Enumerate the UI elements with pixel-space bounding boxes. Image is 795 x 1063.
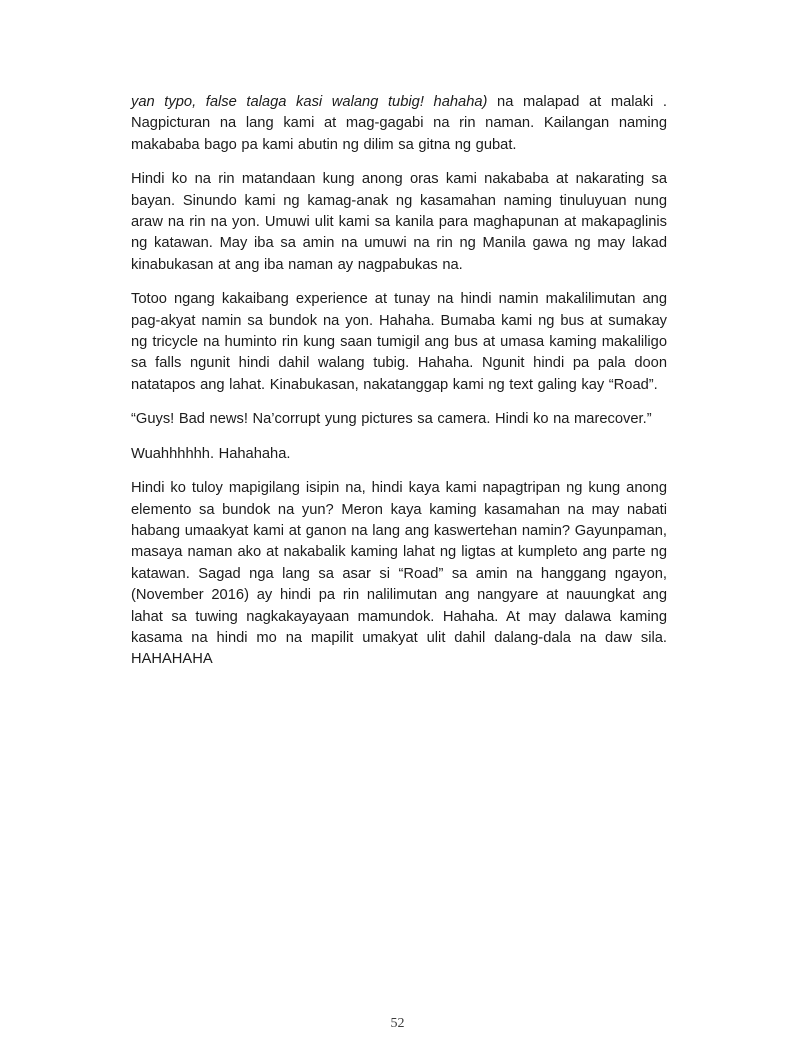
paragraph: Hindi ko na rin matandaan kung anong oras kami nakababa at nakarating sa bayan. Sinundo kami ng kamag-anak ng kasamahan naming tinuluyuan nung araw na rin na yon. Umuwi ulit kami sa kanila para maghapunan at makapaglinis ng katawan. May iba sa amin na umuwi na rin ng Manila gawa ng may lakad kinabukasan at ang iba naman ay nagpabukas na.: [131, 171, 667, 273]
paragraph-italic-lead: yan typo, false talaga kasi walang tubig! hahaha): [131, 94, 488, 110]
paragraph: “Guys! Bad news! Na’corrupt yung pictures sa camera. Hindi ko na marecover.”: [131, 411, 652, 428]
paragraph: Wuahhhhhh. Hahahaha.: [131, 445, 291, 462]
paragraph: Hindi ko tuloy mapigilang isipin na, hindi kaya kami napagtripan ng kung anong elemento sa bundok na yun? Meron kaya kaming kasamahan na may nabati habang umaakyat kami at ganon na lang ang kaswertehan namin? Gayunpaman, masaya naman ako at nakabalik kaming lahat ng ligtas at kumpleto ang parte ng katawan. Sagad nga lang sa asar si “Road” sa amin na hanggang ngayon, (November 2016) ay hindi pa rin nalilimutan ang nangyare at nauungkat ang lahat sa tuwing nagkakayayaan mamundok. Hahaha. At may dalawa kaming kasama na hindi mo na mapilit umakyat ulit dahil dalang-dala na daw sila. HAHAHAHA: [131, 480, 667, 668]
paragraph-text: na malapad at malaki . Nagpicturan na lang kami at mag-gagabi na rin naman. Kailangan naming makababa bago pa kami abutin ng dilim sa gitna ng gubat.: [131, 94, 668, 153]
paragraph: [131, 92, 667, 156]
page-number: 52: [390, 1016, 405, 1031]
paragraph: Totoo ngang kakaibang experience at tunay na hindi namin makalilimutan ang pag-akyat namin sa bundok na yon. Hahaha. Bumaba kami ng bus at sumakay ng tricycle na huminto rin kung saan tumigil ang bus at umasa kaming makaliligo sa falls ngunit hindi dahil walang tubig. Hahaha. Ngunit hindi pa pala doon natatapos ang lahat. Kinabukasan, nakatanggap kami ng text galing kay “Road”.: [131, 291, 667, 393]
body-text: [131, 92, 667, 684]
